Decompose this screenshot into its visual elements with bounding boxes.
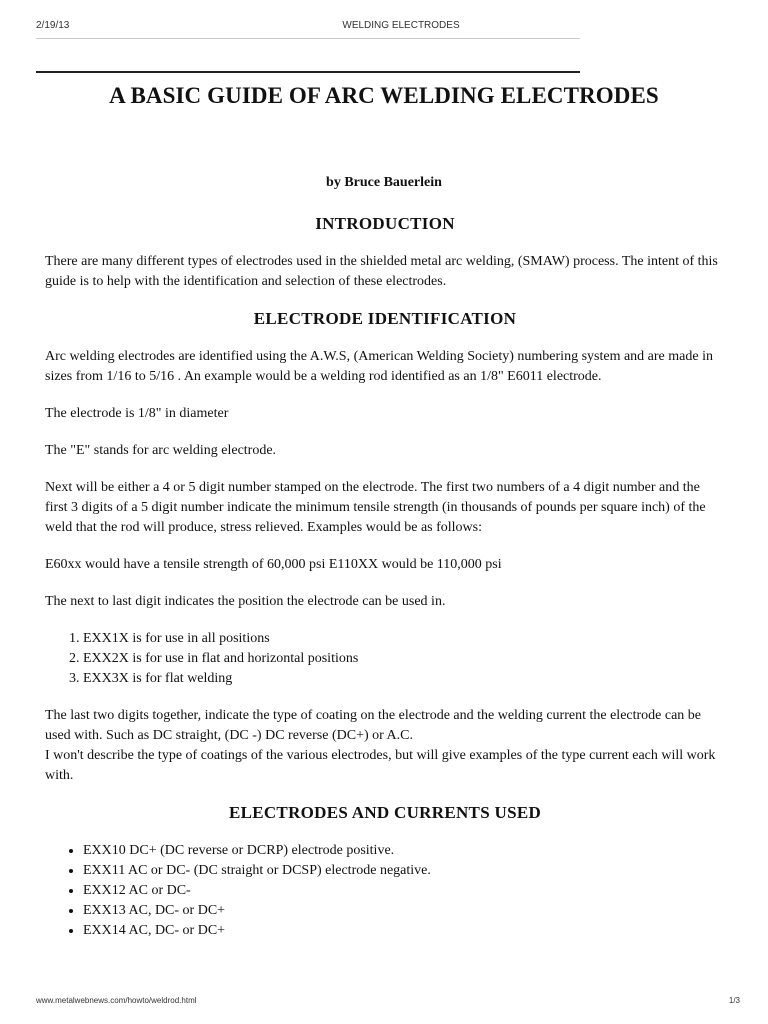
list-item: • EXX10 DC+ (DC reverse or DCRP) electrode positive. xyxy=(83,841,725,861)
print-date: 2/19/13 xyxy=(36,20,70,31)
heading-electrode-identification: ELECTRODE IDENTIFICATION xyxy=(253,309,517,328)
document-title: A BASIC GUIDE OF ARC WELDING ELECTRODES xyxy=(109,83,659,108)
heading-introduction: INTRODUCTION xyxy=(315,214,455,233)
list-item: 3. EXX3X is for flat welding xyxy=(83,669,725,689)
list-item: 2. EXX2X is for use in flat and horizontal positions xyxy=(83,649,725,669)
introduction-paragraph: There are many different types of electrodes used in the shielded metal arc welding, (SMAW) process. The intent of this guide is to help with the identification and selection of these electrodes. xyxy=(45,254,718,289)
print-page-title: WELDING ELECTRODES xyxy=(342,20,460,31)
identification-paragraph-7 xyxy=(45,706,725,786)
position-list xyxy=(45,629,725,689)
identification-paragraph-5: E60xx would have a tensile strength of 60,000 psi E110XX would be 110,000 psi xyxy=(45,557,502,572)
identification-paragraph-1: Arc welding electrodes are identified using the A.W.S, (American Welding Society) numbering system and are made in sizes from 1/16 to 5/16 . An example would be a welding rod identified as an 1/8" E6011 electrode. xyxy=(45,349,713,384)
currents-list xyxy=(45,841,725,941)
title-rule xyxy=(36,71,580,73)
document-body xyxy=(45,214,725,958)
identification-paragraph-3: The "E" stands for arc welding electrode. xyxy=(45,443,277,458)
page-number: 1/3 xyxy=(728,996,740,1005)
coating-note: I won't describe the type of coatings of the various electrodes, but will give examples of the type current each will work with. xyxy=(45,748,716,783)
header-divider xyxy=(36,38,580,39)
list-item: • EXX13 AC, DC- or DC+ xyxy=(83,901,725,921)
list-item: • EXX14 AC, DC- or DC+ xyxy=(83,921,725,941)
list-item: 1. EXX1X is for use in all positions xyxy=(83,629,725,649)
source-url: www.metalwebnews.com/howto/weldrod.html xyxy=(36,996,197,1005)
list-item: • EXX12 AC or DC- xyxy=(83,881,725,901)
heading-electrodes-and-currents: ELECTRODES AND CURRENTS USED xyxy=(228,803,542,822)
identification-paragraph-6: The next to last digit indicates the position the electrode can be used in. xyxy=(45,594,446,609)
coating-text: The last two digits together, indicate the type of coating on the electrode and the welding current the electrode can be used with. Such as DC straight, (DC -) DC reverse (DC+) or A.C. xyxy=(45,708,702,743)
identification-paragraph-2: The electrode is 1/8" in diameter xyxy=(45,406,229,421)
identification-paragraph-4: Next will be either a 4 or 5 digit number stamped on the electrode. The first two numbers of a 4 digit number and the first 3 digits of a 5 digit number indicate the minimum tensile strength (in thousands of pounds per square inch) of the weld that the rod will produce, stress relieved. Examples would be as follows: xyxy=(45,480,706,535)
byline: by Bruce Bauerlein xyxy=(326,175,442,190)
list-item: • EXX11 AC or DC- (DC straight or DCSP) electrode negative. xyxy=(83,861,725,881)
